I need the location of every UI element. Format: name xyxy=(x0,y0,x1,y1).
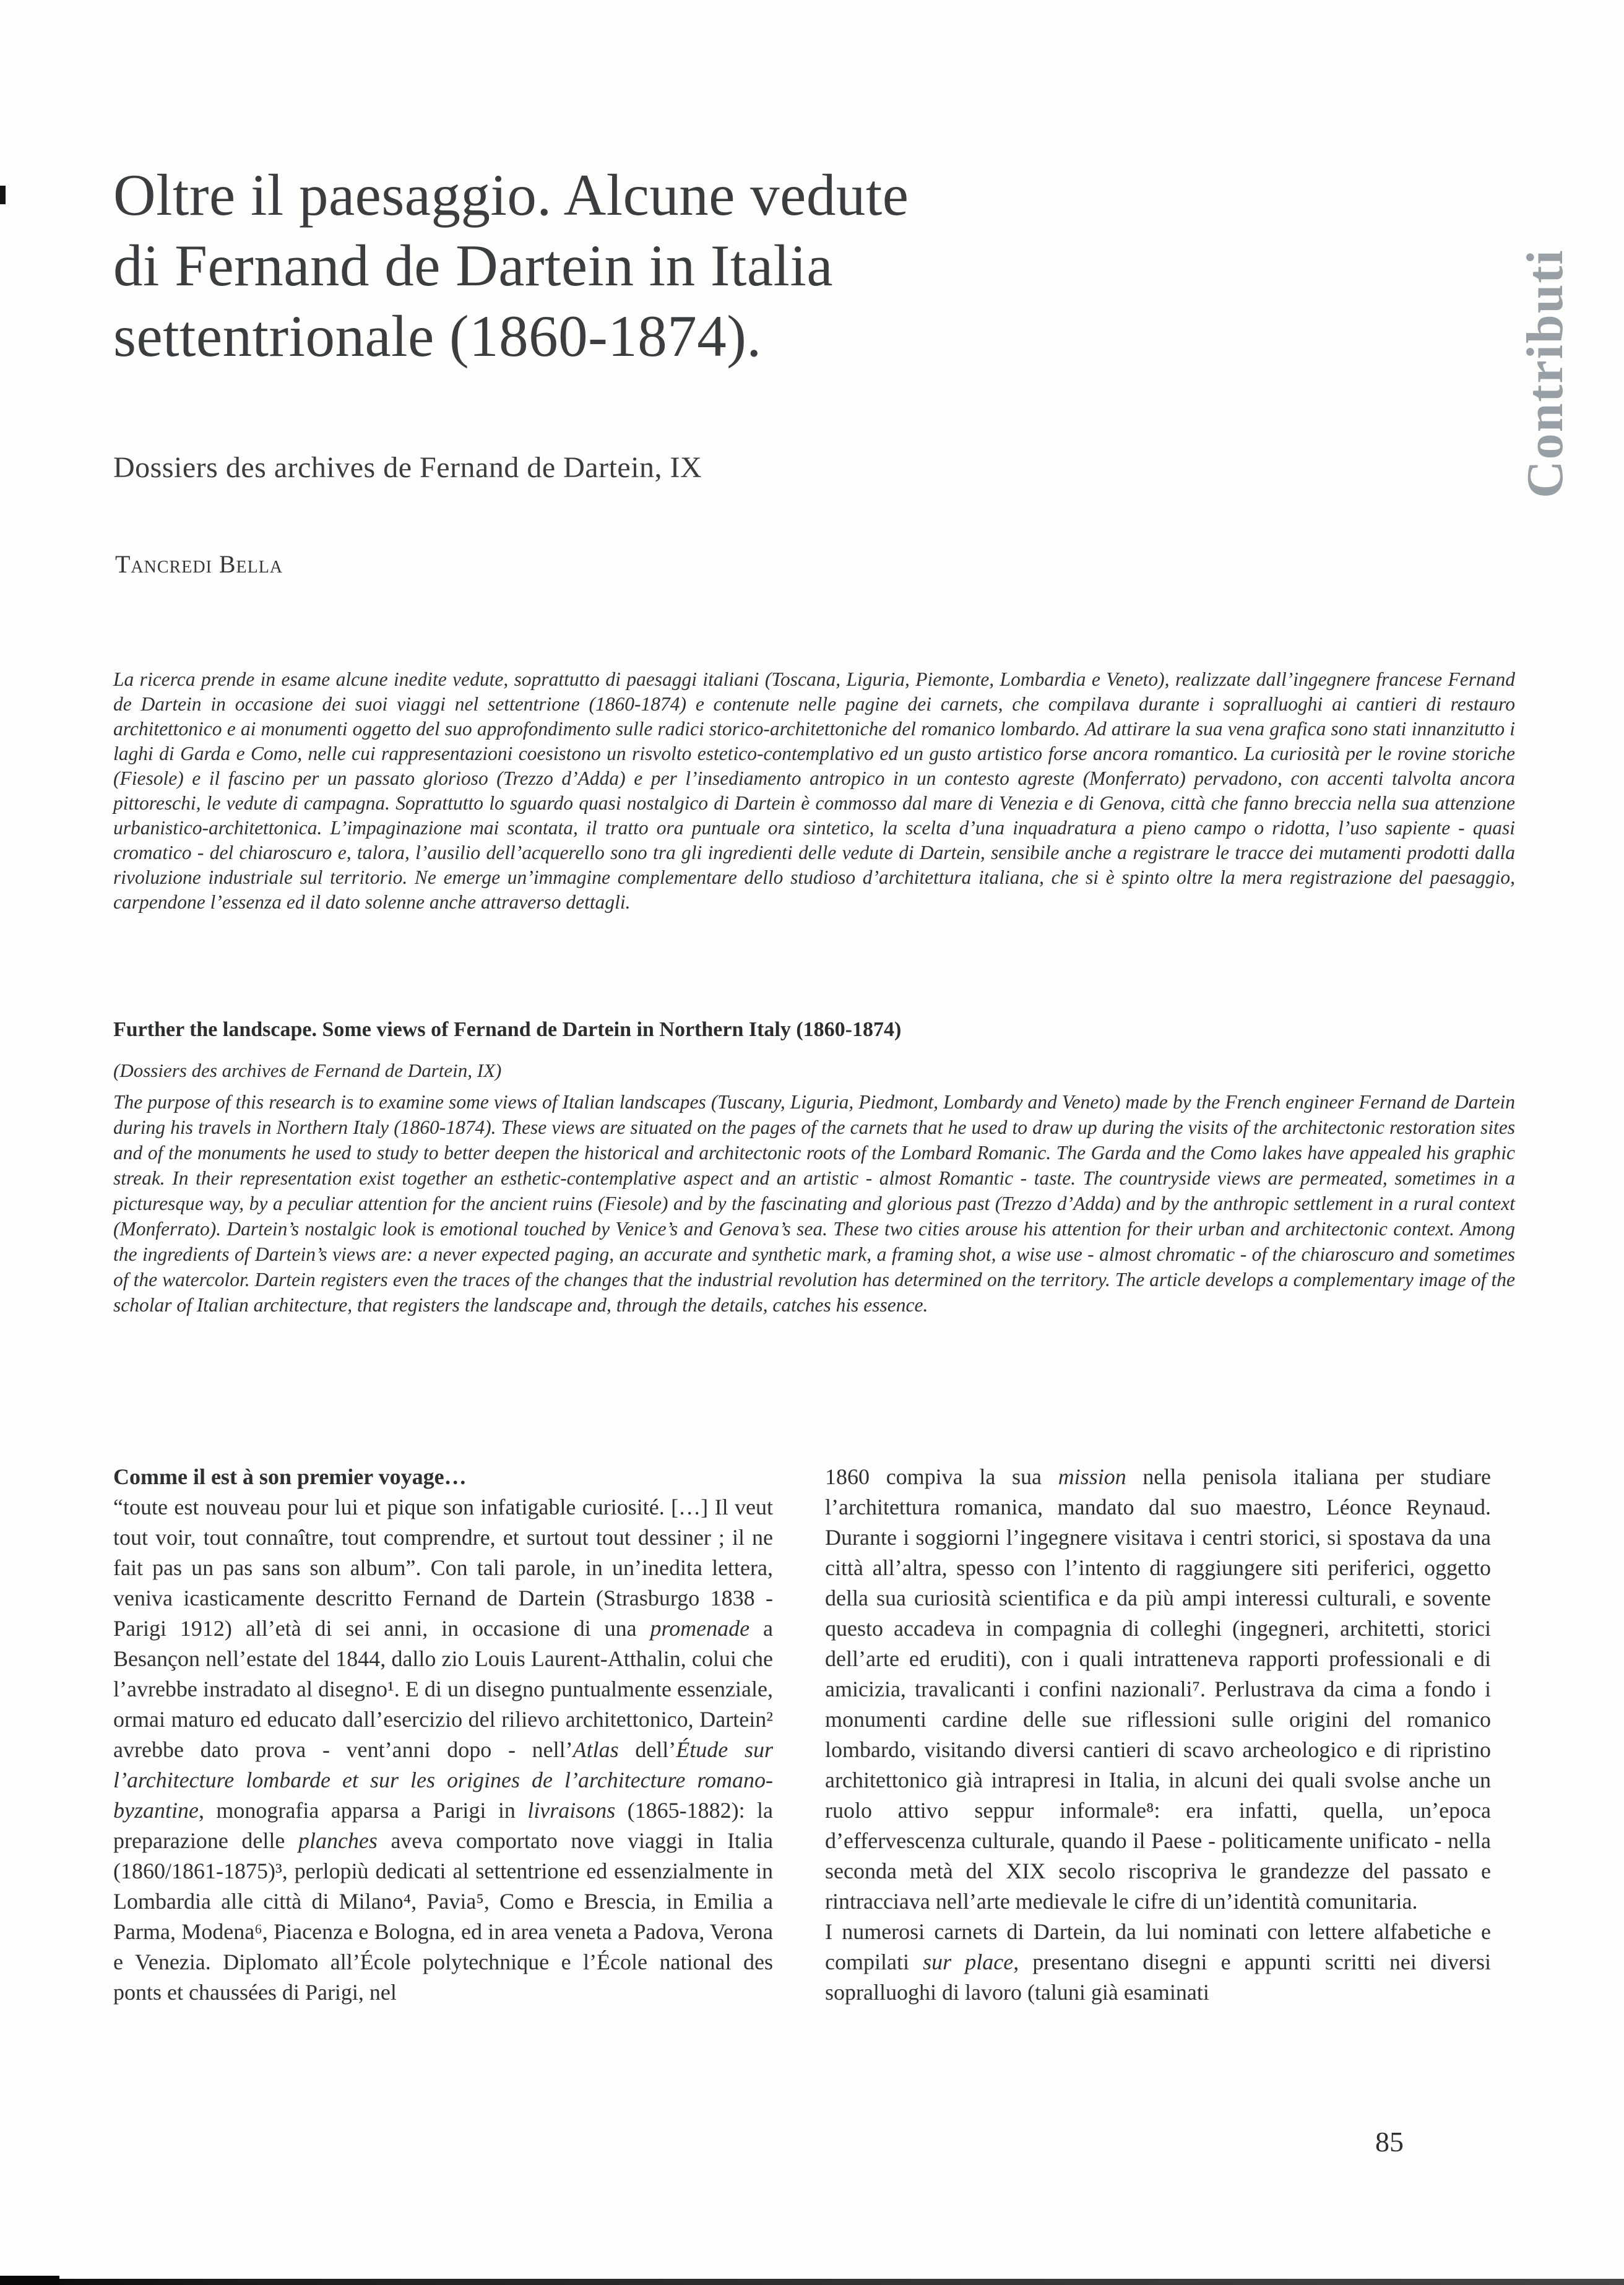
section-tab-contributi xyxy=(1515,249,1575,498)
article-title xyxy=(113,160,909,371)
abstract-italian: La ricerca prende in esame alcune inedite vedute, soprattutto di paesaggi italiani (Toscana, Liguria, Piemonte, Lombardia e Veneto), realizzate dall’ingegnere francese Fernand de Dartein in occasione dei suoi viaggi nel settentrione (1860-1874) e contenute nelle pagine dei carnets, che compilava durante i sopralluoghi ai cantieri di restauro architettonico e ai monumenti oggetto del suo approfondimento sulle radici storico-architettoniche del romanico lombardo. Ad attirare la sua vena grafica sono stati innanzitutto i laghi di Garda e Como, nelle cui rappresentazioni coesistono un risvolto estetico-contemplativo ed un gusto artistico forse ancora romantico. La curiosità per le rovine storiche (Fiesole) e il fascino per un passato glorioso (Trezzo d’Adda) e per l’insediamento antropico in un contesto agreste (Monferrato) pervadono, con accenti talvolta ancora pittoreschi, le vedute di campagna. Soprattutto lo sguardo quasi nostalgico di Dartein è commosso dal mare di Venezia e di Genova, città che fanno breccia nella sua attenzione urbanistico-architettonica. L’impaginazione mai scontata, il tratto ora puntuale ora sintetico, la scelta d’una inquadratura a pieno campo o ridotta, l’uso sapiente - quasi cromatico - del chiaroscuro e, talora, l’ausilio dell’acquerello sono tra gli ingredienti delle vedute di Dartein, sensibile anche a registrare le tracce dei mutamenti prodotti dalla rivoluzione industriale sul territorio. Ne emerge un’immagine complementare dello studioso d’architettura italiana, che si è spinto oltre la mera registrazione del paesaggio, carpendone l’essenza ed il dato solenne anche attraverso dettagli. xyxy=(113,668,1515,913)
abstract-english-series-note: (Dossiers des archives de Fernand de Dartein, IX) xyxy=(113,1060,502,1081)
body-column-right xyxy=(825,1462,1491,2008)
body-paragraph-left: “toute est nouveau pour lui et pique son infatigable curiosité. […] Il veut tout voir, tout connaître, tout comprendre, et surtout tout dessiner ; il ne fait pas un pas sans son album”. Con tali parole, in un’inedita lettera, veniva icasticamente descritto Fernand de Dartein (Strasburgo 1838 - Parigi 1912) all’età di sei anni, in occasione di una promenade a Besançon nell’estate del 1844, dallo zio Louis Laurent-Atthalin, colui che l’avrebbe instradato al disegno¹. E di un disegno puntualmente essenziale, ormai maturo ed educato dall’esercizio del rilievo architettonico, Dartein² avrebbe dato prova - vent’anni dopo - nell’Atlas dell’Étude sur l’architecture lombarde et sur les origines de l’architecture romano-byzantine, monografia apparsa a Parigi in livraisons (1865-1882): la preparazione delle planches aveva comportato nove viaggi in Italia (1860/1861-1875)³, perlopiù dedicati al settentrione ed essenzialmente in Lombardia alle città di Milano⁴, Pavia⁵, Como e Brescia, in Emilia a Parma, Modena⁶, Piacenza e Bologna, ed in area veneta a Padova, Verona e Venezia. Diplomato all’École polytechnique e l’École national des ponts et chaussées di Parigi, nel xyxy=(113,1495,773,2005)
section-heading: Comme il est à son premier voyage… xyxy=(113,1464,467,1489)
author-name: Tancredi Bella xyxy=(115,550,283,578)
body-column-left xyxy=(113,1462,773,2008)
title-line: Oltre il paesaggio. Alcune vedute xyxy=(113,162,909,228)
scan-artifact-bottom-bar xyxy=(0,2279,1624,2285)
section-tab-label: Contributi xyxy=(1516,249,1574,498)
abstract-english-text: The purpose of this research is to examine some views of Italian landscapes (Tuscany, Liguria, Piedmont, Lombardy and Veneto) made by the French engineer Fernand de Dartein during his travels in Northern Italy (1860-1874). These views are situated on the pages of the carnets that he used to draw up during the visits of the architectonic restoration sites and of the monuments he used to study to better deepen the historical and architectonic roots of the Lombard Romanic. The Garda and the Como lakes have appealed his graphic streak. In their representation exist together an esthetic-contemplative aspect and an artistic - almost Romantic - taste. The countryside views are permeated, sometimes in a picturesque way, by a peculiar attention for the ancient ruins (Fiesole) and by the fascinating and glorious past (Trezzo d’Adda) and by the anthropic settlement in a rural context (Monferrato). Dartein’s nostalgic look is emotional touched by Venice’s and Genova’s sea. These two cities arouse his attention for their urban and architectonic context. Among the ingredients of Dartein’s views are: a never expected paging, an accurate and synthetic mark, a framing shot, a wise use - almost chromatic - of the chiaroscuro and sometimes of the watercolor. Dartein registers even the traces of the changes that the industrial revolution has determined on the territory. The article develops a complementary image of the scholar of Italian architecture, that registers the landscape and, through the details, catches his essence. xyxy=(113,1091,1515,1316)
title-line: settentrionale (1860-1874). xyxy=(113,303,762,369)
title-line: di Fernand de Dartein in Italia xyxy=(113,233,834,298)
scan-artifact-left-edge xyxy=(0,186,6,204)
body-paragraph-right-2: I numerosi carnets di Dartein, da lui nominati con lettere alfabetiche e compilati sur place, presentano disegni e appunti scritti nei diversi sopralluoghi di lavoro (taluni già esaminati xyxy=(825,1919,1492,2005)
article-subtitle: Dossiers des archives de Fernand de Dartein, IX xyxy=(113,451,702,484)
abstract-english-heading: Further the landscape. Some views of Fernand de Dartein in Northern Italy (1860-1874) xyxy=(113,1018,902,1041)
body-paragraph-right-1: 1860 compiva la sua mission nella penisola italiana per studiare l’architettura romanica, mandato dal suo maestro, Léonce Reynaud. Durante i soggiorni l’ingegnere visitava i centri storici, si spostava da una città all’altra, spesso con l’intento di raggiungere siti periferici, oggetto della sua curiosità scientifica e da più ampi interessi culturali, e sovente questo accadeva in compagnia di colleghi (ingegneri, architetti, storici dell’arte ed eruditi), con i quali intratteneva rapporti professionali e di amicizia, travalicanti i confini nazionali⁷. Perlustrava da cima a fondo i monumenti cardine delle sue riflessioni sulle origini del romanico lombardo, visitando diversi cantieri di scavo archeologico e di ripristino architettonico già intrapresi in Italia, in alcuni dei quali svolse anche un ruolo attivo seppur informale⁸: era infatti, quella, un’epoca d’effervescenza culturale, quando il Paese - politicamente unificato - nella seconda metà del XIX secolo riscopriva le grandezze del passato e rintracciava nell’arte medievale le cifre di un’identità comunitaria. xyxy=(825,1464,1491,1914)
page-number: 85 xyxy=(1375,2126,1404,2158)
scan-artifact-bottom-wedge xyxy=(0,2276,59,2285)
